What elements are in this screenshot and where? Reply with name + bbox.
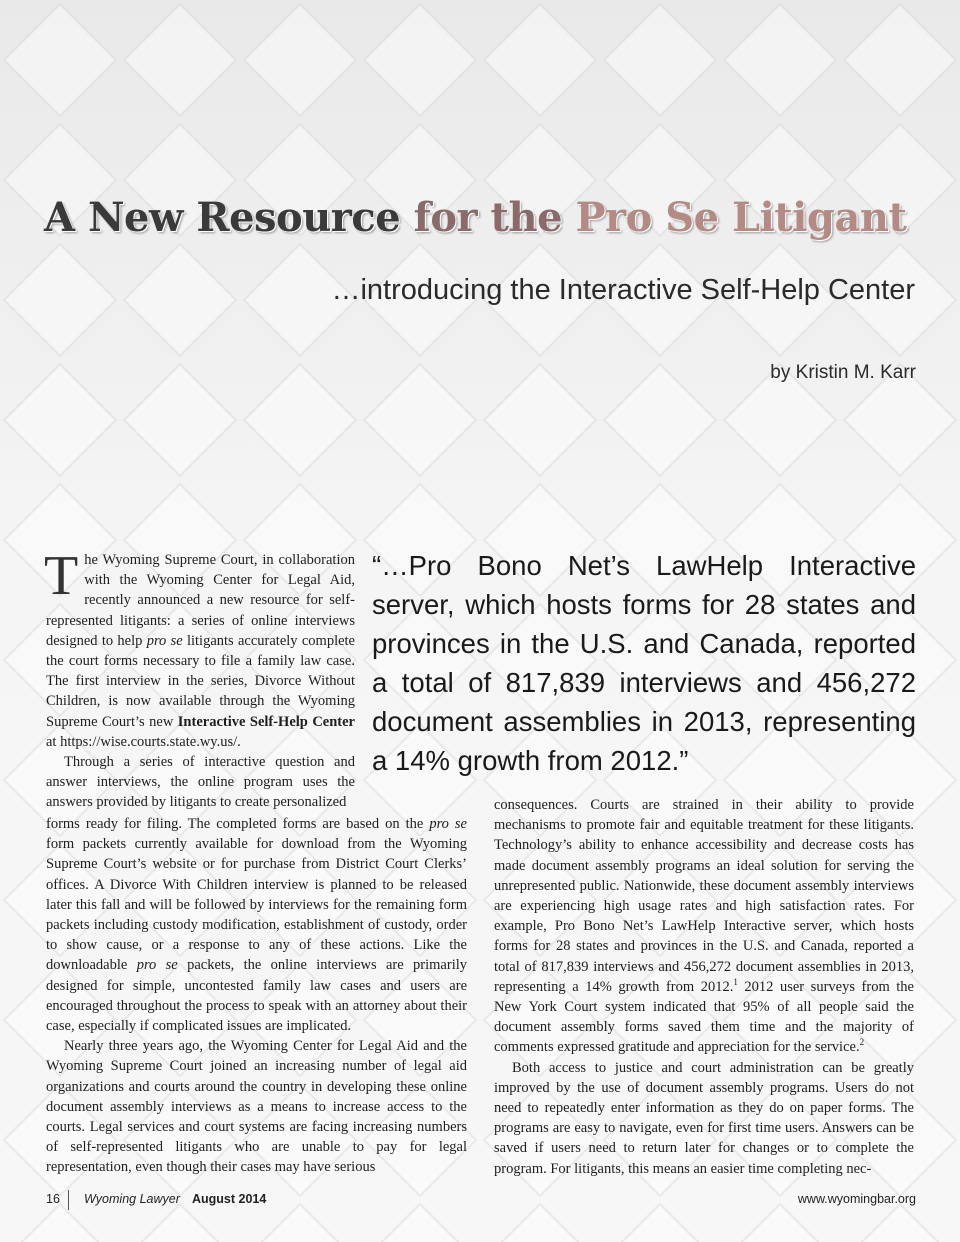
paragraph-2-continued: forms ready for filing. The completed forms are based on the pro se form packets currently available for download from the Wyoming Supreme Court’s website or for purchase from District Court Clerks’ offices. A Divorce With Children interview is planned to be released later this fall and will be followed by interviews for the remaining form packets including custody modification, establishment of custody, order to show cause, or a response to any of these actions. Like the downloadable pro se packets, the online interviews are primarily designed for simple, uncontested family law cases and users are encouraged throughout the process to speak with an attorney about their case, especially if complicated issues are implicated. [46,816,468,1035]
page-footer [46,1192,916,1212]
pull-quote: “…Pro Bono Net’s LawHelp Interactive server, which hosts forms for 28 states and provinces in the U.S. and Canada, reported a total of 817,839 interviews and 456,272 document assemblies in 2013, representing a 14% growth from 2012.” [372,550,916,776]
title-part-3: Pro Se Litigant [575,194,907,241]
title-part-2: for the [413,194,563,241]
intro-paragraph: The Wyoming Supreme Court, in collaboration with the Wyoming Center for Legal Aid, recently announced a new resource for self-represented litigants: a series of online interviews designed to help pro se litigants accurately complete the court forms necessary to file a family law case. The first interview in the series, Divorce Without Children, is now available through the Wyoming Supreme Court’s new Interactive Self-Help Center at https://wise.courts.state.wy.us/. [44,545,355,750]
footnote-ref-2: 2 [859,1037,865,1048]
author-byline: by Kristin M. Karr [770,362,916,383]
article-subtitle: …introducing the Interactive Self-Help Center [331,274,915,306]
right-column [494,795,914,1179]
drop-cap: T [44,545,79,607]
paragraph-2-start: Through a series of interactive question and answer interviews, the online program uses the answers provided by litigants to create personalized [46,754,355,811]
page-number: 16 [46,1192,60,1206]
intro-column [44,545,355,813]
footnote-ref-1: 1 [733,977,738,987]
article-title [44,190,924,246]
publication-name: Wyoming Lawyer [84,1192,180,1206]
website-url: www.wyomingbar.org [797,1192,916,1206]
paragraph-3: Nearly three years ago, the Wyoming Center for Legal Aid and the Wyoming Supreme Court joined an increasing number of legal aid organizations and courts around the country in developing these online document assembly interviews as a means to increase access to the courts. Legal services and court systems are facing increasing numbers of self-represented litigants who are unable to pay for legal representation, even though their cases may have serious [46,1038,467,1176]
footer-divider [68,1190,69,1210]
left-column [46,814,467,1178]
paragraph-4: consequences. Courts are strained in their ability to provide mechanisms to promote fair and equitable treatment for these litigants. Technology’s ability to enhance accessibility and decrease costs has made document assembly programs an ideal solution for serving the unrepresented public. Nationwide, these document assembly interviews are experiencing high usage rates and high satisfaction rates. For example, Pro Bono Net’s LawHelp Interactive server, which hosts forms for 28 states and provinces in the U.S. and Canada, reported a total of 817,839 interviews and 456,272 document assemblies in 2013, representing a 14% growth from 2012.$^1$ 2012 user surveys from the New York Court system indicated that 95% of all people said the document assembly forms saved them time and the majority of comments expressed gratitude and appreciation for the service.$^2$ [494,797,914,1056]
paragraph-5: Both access to justice and court administration can be greatly improved by the use of document assembly programs. Users do not need to repeatedly enter information as they do on paper forms. The programs are easy to navigate, even for first time users. Answers can be saved if users need to return later for changes or to complete the program. For litigants, this means an easier time completing nec- [494,1059,914,1177]
issue-date: August 2014 [192,1192,267,1206]
title-part-1: A New Resource [44,194,401,241]
